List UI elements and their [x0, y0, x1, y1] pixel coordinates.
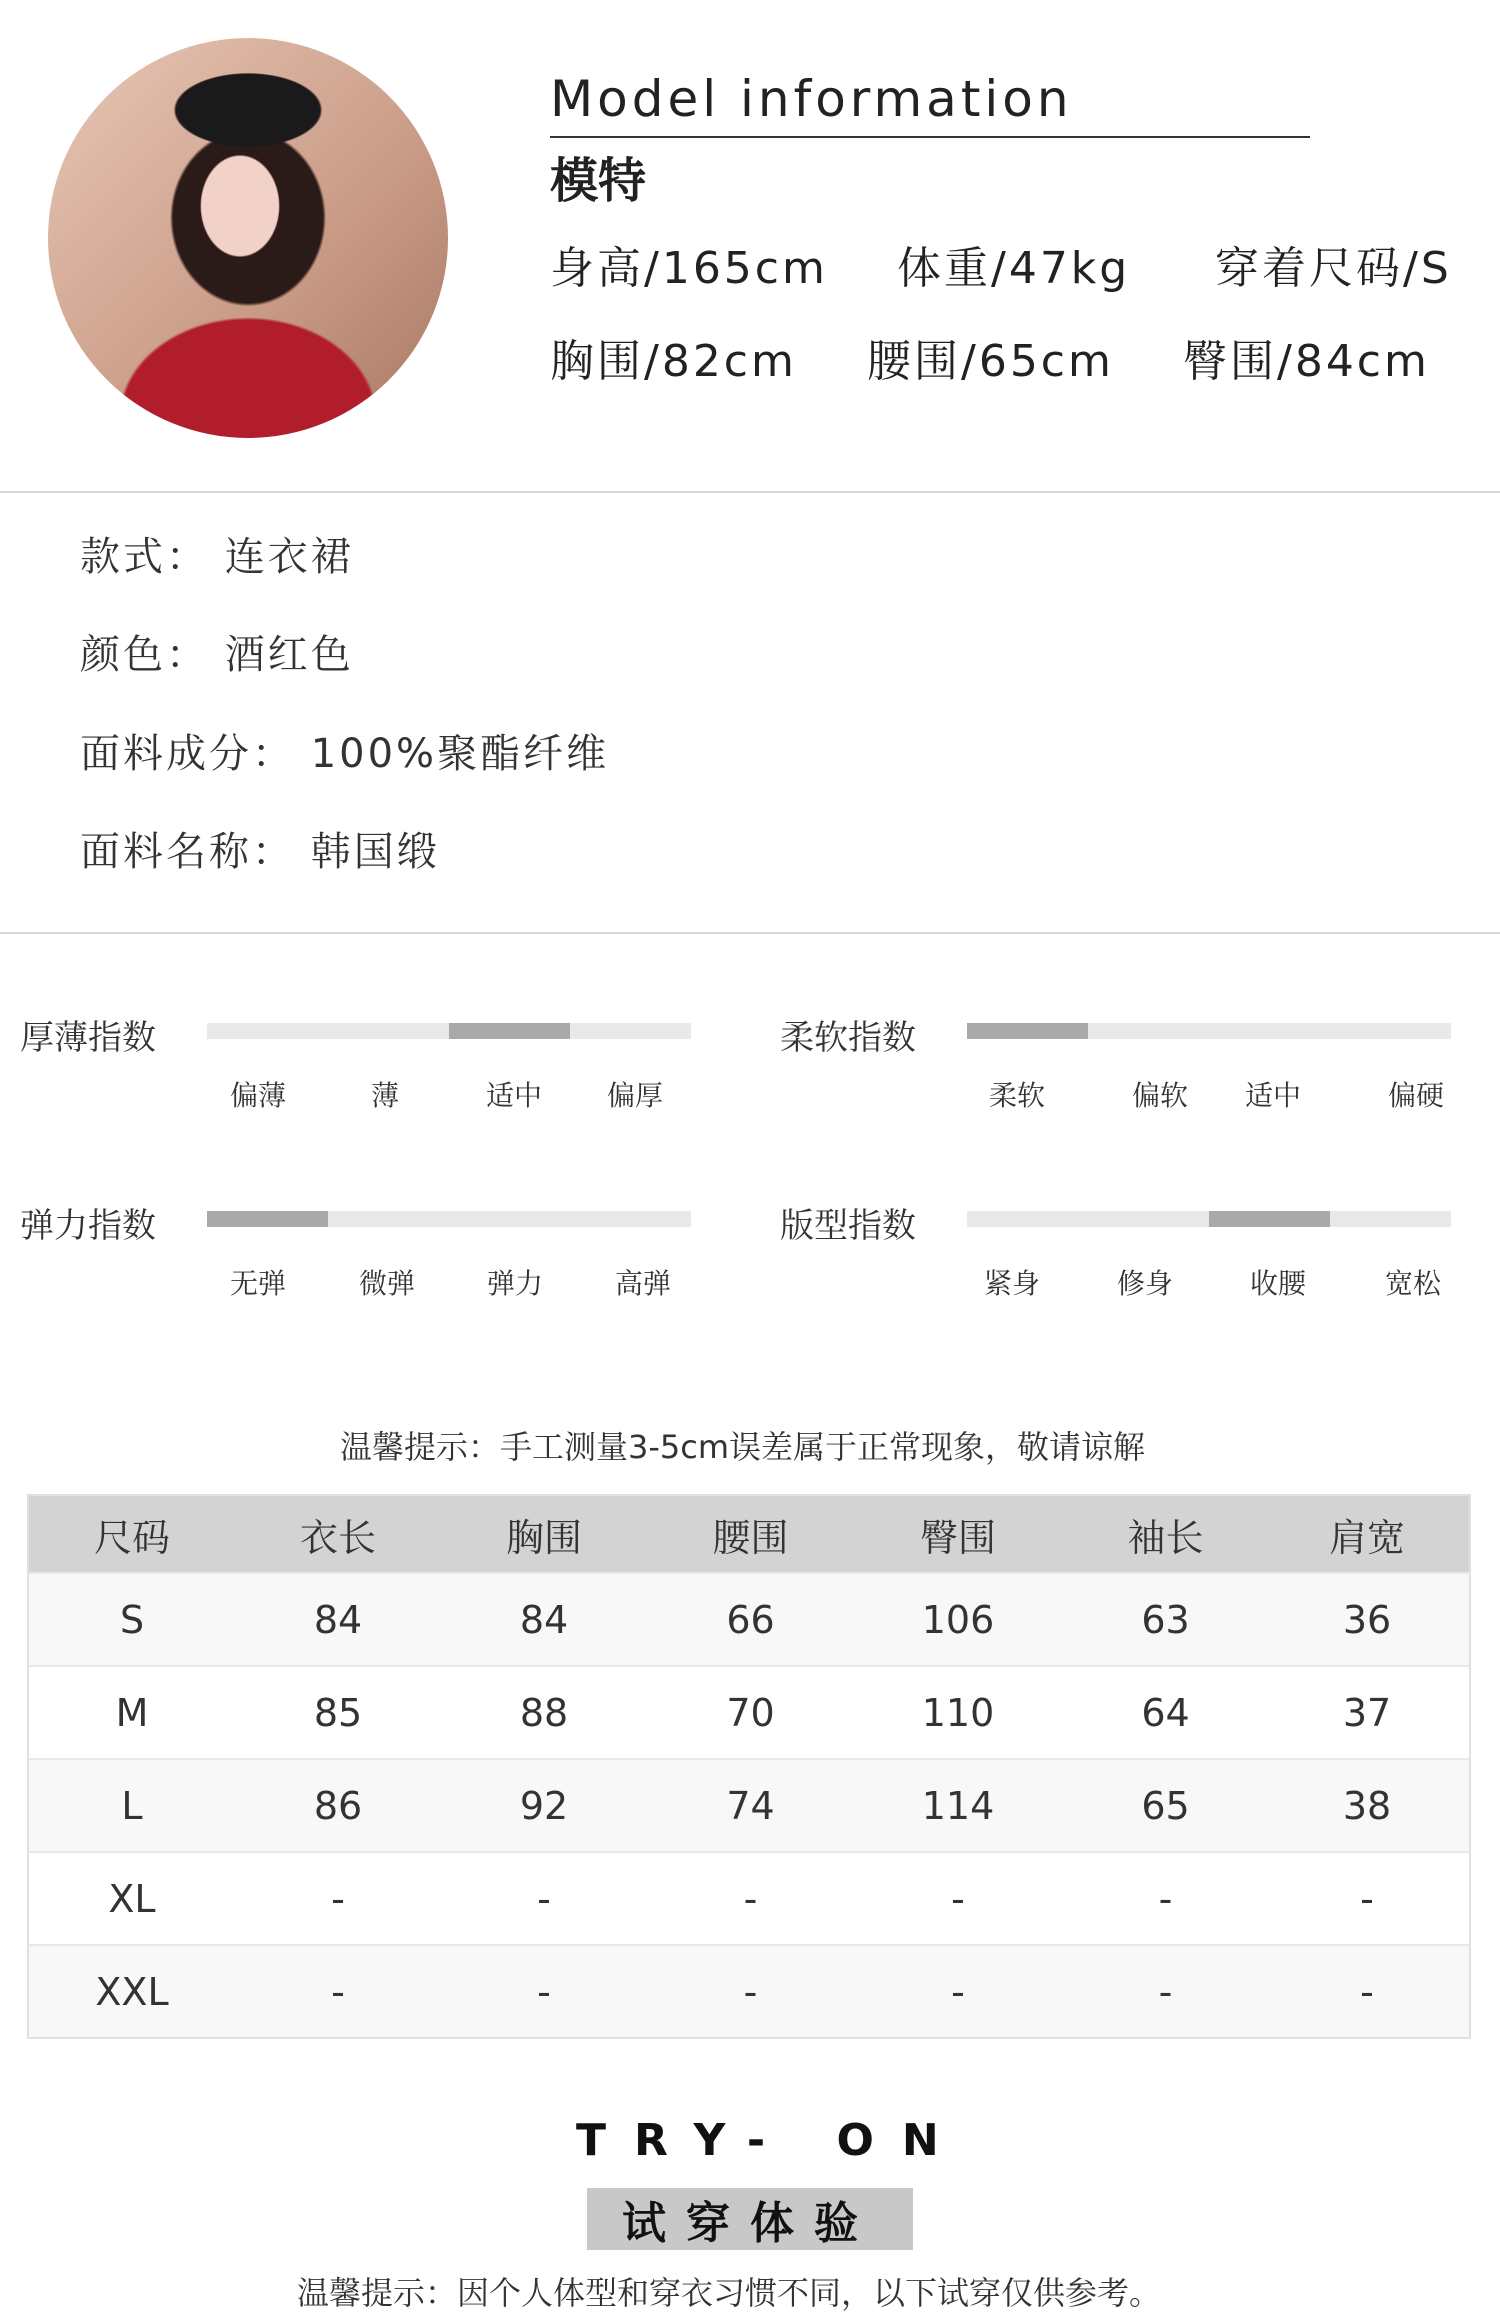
table-cell: 88	[519, 1690, 569, 1735]
elasticity-index-fill	[207, 1211, 328, 1227]
fit-label: 紧身	[983, 1267, 1040, 1300]
model-photo	[48, 38, 448, 438]
model-bust: 胸围/82cm	[550, 336, 797, 387]
table-cell: -	[1360, 1969, 1374, 2014]
table-cell: 84	[313, 1597, 363, 1642]
table-cell: 66	[726, 1597, 775, 1642]
model-weight: 体重/47kg	[897, 243, 1131, 294]
table-cell: 86	[313, 1783, 363, 1828]
model-size: 穿着尺码/S	[1215, 243, 1452, 294]
table-cell: -	[537, 1969, 551, 2014]
table-cell: 63	[1141, 1597, 1190, 1642]
table-cell: -	[537, 1876, 551, 1921]
table-cell: -	[951, 1876, 965, 1921]
table-cell: 38	[1342, 1783, 1392, 1828]
model-title-rule	[550, 136, 1310, 138]
table-cell: 74	[726, 1783, 775, 1828]
tryon-banner-label: 试穿体验	[622, 2198, 878, 2249]
table-cell: L	[121, 1783, 143, 1828]
section-divider	[0, 491, 1500, 493]
table-cell: 37	[1342, 1690, 1392, 1735]
thickness-index-bar	[207, 1023, 691, 1039]
softness-label: 偏硬	[1387, 1079, 1444, 1112]
elasticity-label: 高弹	[614, 1267, 671, 1300]
size-table	[27, 1494, 1471, 2039]
model-hip: 臀围/84cm	[1183, 336, 1430, 387]
elasticity-index-title: 弹力指数	[20, 1206, 156, 1246]
header-waist: 腰围	[712, 1515, 789, 1560]
softness-index-title: 柔软指数	[780, 1018, 916, 1058]
table-cell: 36	[1342, 1597, 1392, 1642]
size-table-header	[29, 1496, 1469, 1572]
model-height: 身高/165cm	[550, 243, 828, 294]
table-cell: -	[1158, 1876, 1173, 1921]
fit-label: 修身	[1116, 1267, 1173, 1300]
softness-label: 偏软	[1131, 1079, 1188, 1112]
table-cell: 84	[519, 1597, 569, 1642]
header-shoulder: 肩宽	[1328, 1515, 1405, 1560]
elasticity-label: 无弹	[229, 1267, 286, 1300]
model-subtitle: 模特	[550, 153, 647, 209]
tryon-note: 温馨提示：因个人体型和穿衣习惯不同，以下试穿仅供参考。	[297, 2274, 1162, 2312]
table-cell: 114	[921, 1783, 995, 1828]
header-length: 衣长	[299, 1515, 376, 1560]
measurement-tip: 温馨提示：手工测量3-5cm误差属于正常现象，敬请谅解	[340, 1428, 1146, 1466]
table-cell: XL	[108, 1876, 156, 1921]
table-cell: 65	[1141, 1783, 1190, 1828]
table-cell: -	[743, 1969, 758, 2014]
fit-label: 宽松	[1384, 1267, 1441, 1300]
table-row	[29, 1665, 1469, 1758]
table-cell: -	[1158, 1969, 1173, 2014]
fit-index-title: 版型指数	[780, 1206, 916, 1246]
thickness-label: 偏厚	[606, 1079, 663, 1112]
table-cell: -	[951, 1969, 965, 2014]
thickness-label: 适中	[485, 1079, 542, 1112]
spec-color: 颜色： 酒红色	[80, 632, 354, 678]
header-bust: 胸围	[505, 1515, 582, 1560]
elasticity-label: 弹力	[486, 1267, 543, 1300]
spec-fabric: 面料成分： 100%聚酯纤维	[80, 731, 610, 777]
table-row	[29, 1758, 1469, 1851]
spec-fabric-name: 面料名称： 韩国缎	[80, 829, 440, 875]
header-size: 尺码	[93, 1515, 170, 1560]
thickness-index-fill	[449, 1023, 570, 1039]
table-cell: -	[331, 1969, 345, 2014]
tryon-title: TRY- ON	[576, 2115, 967, 2166]
tryon-banner	[587, 2188, 913, 2250]
header-sleeve: 袖长	[1127, 1515, 1204, 1560]
softness-label: 柔软	[988, 1079, 1045, 1112]
elasticity-index-bar	[207, 1211, 691, 1227]
table-cell: -	[1360, 1876, 1374, 1921]
table-cell: -	[743, 1876, 758, 1921]
thickness-label: 偏薄	[229, 1079, 286, 1112]
table-cell: 85	[313, 1690, 363, 1735]
table-cell: -	[331, 1876, 345, 1921]
softness-index-fill	[967, 1023, 1088, 1039]
thickness-label: 薄	[370, 1079, 399, 1112]
section-divider	[0, 932, 1500, 934]
table-cell: M	[115, 1690, 149, 1735]
table-row	[29, 1572, 1469, 1665]
table-cell: 92	[519, 1783, 569, 1828]
model-info-title: Model information	[550, 70, 1073, 128]
elasticity-label: 微弹	[358, 1267, 415, 1300]
spec-style: 款式： 连衣裙	[80, 534, 354, 580]
header-hip: 臀围	[919, 1515, 996, 1560]
fit-label: 收腰	[1249, 1267, 1306, 1300]
table-cell: 106	[921, 1597, 995, 1642]
fit-index-bar	[967, 1211, 1451, 1227]
table-row	[29, 1944, 1469, 2037]
table-cell: XXL	[95, 1969, 169, 2014]
table-cell: 70	[726, 1690, 775, 1735]
table-cell: 110	[921, 1690, 995, 1735]
table-cell: S	[119, 1597, 145, 1642]
table-cell: 64	[1141, 1690, 1190, 1735]
thickness-index-title: 厚薄指数	[20, 1018, 156, 1058]
model-waist: 腰围/65cm	[867, 336, 1114, 387]
softness-index-bar	[967, 1023, 1451, 1039]
fit-index-fill	[1209, 1211, 1330, 1227]
softness-label: 适中	[1244, 1079, 1301, 1112]
table-row	[29, 1851, 1469, 1944]
